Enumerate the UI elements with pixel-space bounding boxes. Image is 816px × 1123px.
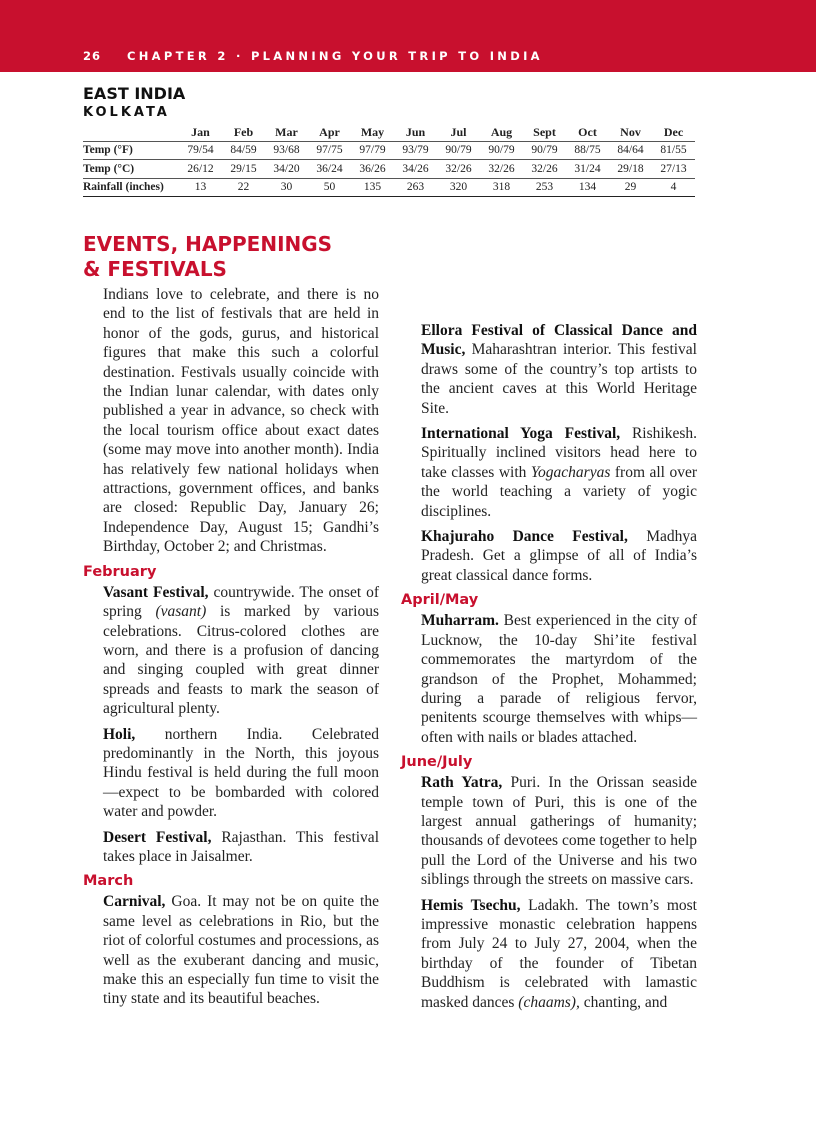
month-heading-february: February — [83, 563, 157, 580]
festival-name: Desert Festival, — [103, 828, 212, 846]
festival-term: Yogacharyas — [530, 463, 611, 481]
table-cell: 79/54 — [179, 141, 222, 160]
right-column — [401, 232, 697, 1018]
temp-c-row — [83, 160, 695, 179]
festival-text: Madhya Pradesh. Get a glimpse of all of India’s great classical dance forms. — [421, 528, 697, 584]
month-heading-april-may: April/May — [401, 592, 479, 609]
month-header: May — [360, 124, 385, 139]
festival-term: (chaams), — [518, 993, 580, 1011]
festival-text: Ladakh. The town’s most impressive monastic celebration happens from July 24 to July 27, 2004, when the birthday of the founder of Tibetan Buddhism is celebrated with lamastic masked dances — [421, 896, 697, 1011]
table-cell: 29/18 — [609, 160, 652, 179]
table-cell: 88/75 — [566, 141, 609, 160]
region-heading: EAST INDIA — [83, 84, 186, 103]
table-cell: 97/75 — [308, 141, 351, 160]
month-heading-june-july: June/July — [401, 754, 473, 771]
table-cell: 36/26 — [351, 160, 394, 179]
intro-paragraph: Indians love to celebrate, and there is no end to the list of festivals that are held in honor of the gods, gurus, and historical figures that make this such a colorful destination. Festivals usually coincide with the Indian lunar calendar, with dates only published a year in advance, so check with the local tourism office about exact dates (some may move into another month). India has relatively few national holidays when attractions, government offices, and banks are closed: Republic Day, January 26; Independence Day, August 15; Gandhi’s Birthday, October 2; and Christmas. — [103, 286, 379, 556]
page-number: 26 — [83, 49, 102, 63]
table-cell: 29/15 — [222, 160, 265, 179]
chapter-header-bar — [0, 0, 816, 72]
festival-entry-vasant — [83, 583, 379, 719]
festival-text: Rajasthan. This festival takes place in Jaisalmer. — [103, 828, 379, 865]
festival-entry-desert — [83, 828, 379, 867]
left-column — [83, 232, 379, 1015]
festival-name: International Yoga Festival, — [421, 425, 621, 443]
festival-entry-ellora — [401, 321, 697, 418]
festival-text: from all over the world teaching a variety of yogic disciplines. — [421, 463, 697, 520]
table-cell: 26/12 — [179, 160, 222, 179]
festival-name: Vasant Festival, — [103, 583, 209, 601]
month-header: Oct — [578, 124, 597, 139]
festival-name: Rath Yatra, — [421, 774, 503, 792]
row-label: Temp (°C) — [83, 160, 179, 179]
table-cell: 320 — [437, 178, 480, 197]
table-cell: 90/79 — [437, 141, 480, 160]
rainfall-row — [83, 178, 695, 197]
festival-text: countrywide. The onset of spring — [103, 583, 379, 621]
table-cell: 34/20 — [265, 160, 308, 179]
table-cell: 263 — [394, 178, 437, 197]
table-cell: 34/26 — [394, 160, 437, 179]
festival-entry-hemis — [401, 896, 697, 1012]
month-header: Jul — [450, 124, 467, 139]
festival-name: Carnival, — [103, 893, 166, 911]
climate-month-header-row — [83, 124, 695, 141]
festival-text: chanting, and — [579, 993, 668, 1011]
month-header: Jan — [191, 124, 210, 139]
festival-entry-carnival — [83, 892, 379, 1008]
table-cell: 97/79 — [351, 141, 394, 160]
festival-entry-muharram — [401, 611, 697, 747]
month-header: Jun — [405, 124, 426, 139]
chapter-title: CHAPTER 2 · PLANNING YOUR TRIP TO INDIA — [127, 49, 543, 63]
festival-name: Khajuraho Dance Festival, — [421, 528, 628, 546]
festival-term: (vasant) — [155, 603, 207, 621]
month-header: Feb — [233, 124, 254, 139]
section-title — [83, 232, 379, 282]
table-cell: 50 — [308, 178, 351, 197]
festival-entry-holi — [83, 725, 379, 822]
running-header — [83, 49, 543, 63]
table-cell: 90/79 — [523, 141, 566, 160]
month-header: Nov — [620, 124, 641, 139]
festival-name: Hemis Tsechu, — [421, 896, 521, 914]
festival-text: Puri. In the Orissan seaside temple town of Puri, this is one of the largest annual gatherings of humanity; thousands of devotees come together to help pull the Lord of the Universe and his two siblings through the streets on massive cars. — [421, 774, 697, 889]
table-cell: 27/13 — [652, 160, 695, 179]
table-cell: 84/59 — [222, 141, 265, 160]
table-cell: 32/26 — [437, 160, 480, 179]
table-cell: 4 — [652, 178, 695, 197]
row-label: Rainfall (inches) — [83, 178, 179, 197]
festival-text: Best experienced in the city of Lucknow, the 10-day Shi’ite festival commemorates the martyrdom of the grandson of the Prophet, Mohammed; during a parade of religious fervor, penitents scourge themselves with whips—often with nails or blades attached. — [421, 612, 697, 746]
festival-text: northern India. Celebrated predominantly in the North, this joyous Hindu festival is held during the full moon—expect to be bombarded with colored water and powder. — [103, 725, 379, 821]
festival-text: Goa. It may not be on quite the same level as celebrations in Rio, but the riot of colorful costumes and processions, as well as the exuberant dancing and music, make this an especially fun time to visit the tiny state and its beautiful beaches. — [103, 893, 379, 1008]
table-cell: 93/68 — [265, 141, 308, 160]
row-label: Temp (°F) — [83, 141, 179, 160]
month-header: Mar — [275, 124, 298, 139]
city-heading: KOLKATA — [83, 105, 170, 120]
festival-name: Ellora Festival of Classical Dance and Music, — [421, 322, 697, 359]
festival-text: Rishikesh. Spiritually inclined visitors head here to take classes with — [421, 425, 697, 481]
month-heading-march: March — [83, 873, 134, 890]
festival-entry-rath-yatra — [401, 773, 697, 889]
temp-f-row — [83, 141, 695, 160]
table-cell: 135 — [351, 178, 394, 197]
festival-name: Muharram. — [421, 612, 499, 630]
table-cell: 318 — [480, 178, 523, 197]
table-cell: 13 — [179, 178, 222, 197]
festival-name: Holi, — [103, 725, 136, 743]
section-title-line: & FESTIVALS — [83, 257, 227, 281]
climate-table — [83, 124, 695, 197]
section-title-line: EVENTS, HAPPENINGS — [83, 232, 333, 256]
table-cell: 32/26 — [480, 160, 523, 179]
table-cell: 36/24 — [308, 160, 351, 179]
table-cell: 30 — [265, 178, 308, 197]
table-cell: 134 — [566, 178, 609, 197]
table-cell: 253 — [523, 178, 566, 197]
table-cell: 22 — [222, 178, 265, 197]
festival-entry-yoga — [401, 424, 697, 521]
festival-entry-khajuraho — [401, 527, 697, 585]
table-cell: 31/24 — [566, 160, 609, 179]
month-header: Sept — [533, 124, 556, 139]
festival-text: Maharashtran interior. This festival draws some of the country’s top artists to the ancient caves at this World Heritage Site. — [421, 341, 697, 417]
month-header: Apr — [319, 124, 340, 139]
table-cell: 32/26 — [523, 160, 566, 179]
table-cell: 81/55 — [652, 141, 695, 160]
month-header: Dec — [663, 124, 684, 139]
table-cell: 93/79 — [394, 141, 437, 160]
festival-text: is marked by various celebrations. Citrus-colored clothes are worn, and there is a profusion of dancing and singing coupled with great dinner spreads and feasts to mark the season of agricultural plenty. — [103, 603, 379, 718]
table-cell: 90/79 — [480, 141, 523, 160]
climate-corner-cell — [83, 124, 179, 141]
table-cell: 84/64 — [609, 141, 652, 160]
table-cell: 29 — [609, 178, 652, 197]
month-header: Aug — [490, 124, 513, 139]
